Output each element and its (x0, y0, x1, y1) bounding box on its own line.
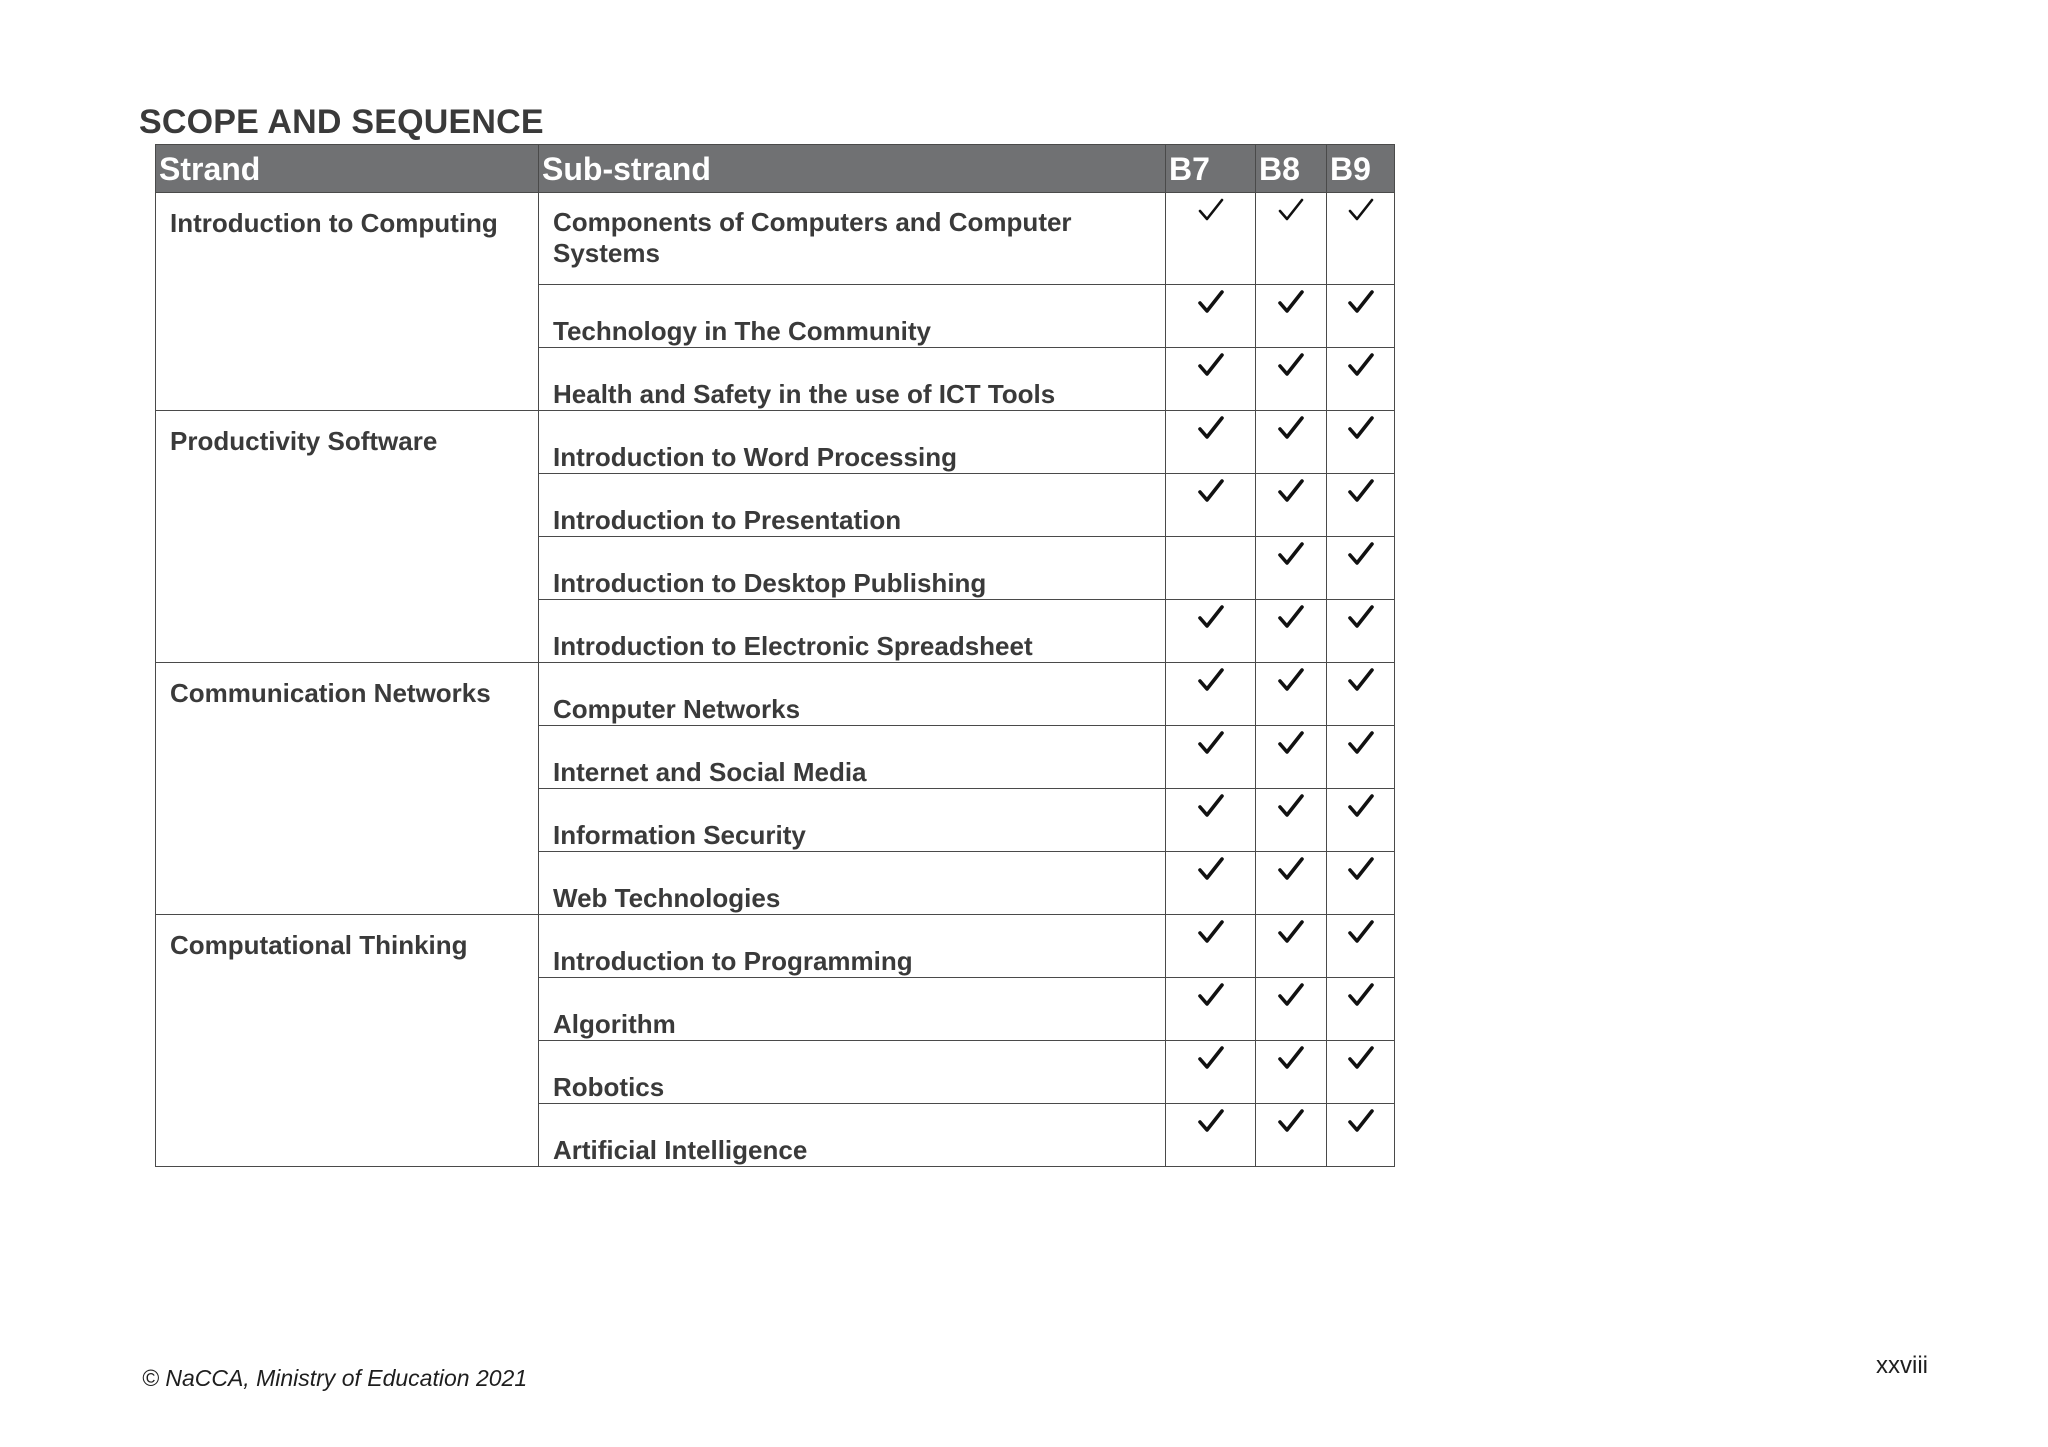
checkmark-icon (1276, 665, 1306, 695)
grade-b7-cell (1166, 600, 1256, 663)
grade-b7-cell (1166, 663, 1256, 726)
sub-strand-cell: Information Security (539, 789, 1166, 852)
grade-b8-cell (1256, 193, 1327, 285)
sub-strand-cell: Internet and Social Media (539, 726, 1166, 789)
checkmark-icon (1346, 980, 1376, 1010)
grade-b9-cell (1327, 978, 1395, 1041)
grade-b8-cell (1256, 915, 1327, 978)
table-body (156, 193, 1395, 1167)
grade-b7-cell (1166, 852, 1256, 915)
checkmark-icon (1346, 1043, 1376, 1073)
checkmark-icon (1276, 350, 1306, 380)
checkmark-icon (1196, 665, 1226, 695)
header-b9: B9 (1327, 145, 1395, 193)
strand-cell: Introduction to Computing (156, 193, 539, 411)
checkmark-icon (1196, 413, 1226, 443)
grade-b7-cell (1166, 411, 1256, 474)
sub-strand-cell: Introduction to Electronic Spreadsheet (539, 600, 1166, 663)
table-row (156, 915, 1395, 978)
grade-b8-cell (1256, 348, 1327, 411)
grade-b9-cell (1327, 285, 1395, 348)
strand-cell: Computational Thinking (156, 915, 539, 1167)
header-sub-strand: Sub-strand (539, 145, 1166, 193)
sub-strand-cell: Computer Networks (539, 663, 1166, 726)
checkmark-icon (1276, 539, 1306, 569)
checkmark-icon (1276, 602, 1306, 632)
grade-b8-cell (1256, 285, 1327, 348)
grade-b9-cell (1327, 348, 1395, 411)
grade-b9-cell (1327, 600, 1395, 663)
checkmark-icon (1196, 854, 1226, 884)
grade-b9-cell (1327, 411, 1395, 474)
checkmark-icon (1276, 854, 1306, 884)
grade-b7-cell (1166, 193, 1256, 285)
checkmark-icon (1196, 195, 1226, 225)
checkmark-icon (1346, 791, 1376, 821)
checkmark-icon (1346, 476, 1376, 506)
checkmark-icon (1346, 854, 1376, 884)
grade-b7-cell (1166, 348, 1256, 411)
header-b7: B7 (1166, 145, 1256, 193)
checkmark-icon (1276, 791, 1306, 821)
table-row (156, 411, 1395, 474)
grade-b8-cell (1256, 789, 1327, 852)
checkmark-icon (1346, 728, 1376, 758)
checkmark-icon (1196, 791, 1226, 821)
checkmark-icon (1346, 602, 1376, 632)
grade-b8-cell (1256, 1041, 1327, 1104)
checkmark-icon (1346, 413, 1376, 443)
sub-strand-cell: Introduction to Presentation (539, 474, 1166, 537)
grade-b7-cell (1166, 537, 1256, 600)
grade-b9-cell (1327, 193, 1395, 285)
checkmark-icon (1196, 287, 1226, 317)
checkmark-icon (1276, 1106, 1306, 1136)
checkmark-icon (1276, 413, 1306, 443)
grade-b9-cell (1327, 789, 1395, 852)
checkmark-icon (1276, 1043, 1306, 1073)
checkmark-icon (1196, 1043, 1226, 1073)
grade-b9-cell (1327, 852, 1395, 915)
checkmark-icon (1196, 1106, 1226, 1136)
page-title: SCOPE AND SEQUENCE (139, 103, 544, 141)
table-header-row (156, 145, 1395, 193)
table-row (156, 663, 1395, 726)
checkmark-icon (1346, 195, 1376, 225)
sub-strand-cell: Web Technologies (539, 852, 1166, 915)
sub-strand-cell: Artificial Intelligence (539, 1104, 1166, 1167)
grade-b9-cell (1327, 1041, 1395, 1104)
checkmark-icon (1276, 476, 1306, 506)
grade-b8-cell (1256, 852, 1327, 915)
sub-strand-cell: Introduction to Word Processing (539, 411, 1166, 474)
grade-b7-cell (1166, 1104, 1256, 1167)
grade-b7-cell (1166, 474, 1256, 537)
grade-b8-cell (1256, 411, 1327, 474)
grade-b7-cell (1166, 726, 1256, 789)
strand-cell: Communication Networks (156, 663, 539, 915)
checkmark-icon (1346, 287, 1376, 317)
header-b8: B8 (1256, 145, 1327, 193)
grade-b8-cell (1256, 1104, 1327, 1167)
grade-b7-cell (1166, 978, 1256, 1041)
checkmark-icon (1346, 1106, 1376, 1136)
checkmark-icon (1196, 917, 1226, 947)
checkmark-icon (1276, 917, 1306, 947)
grade-b7-cell (1166, 1041, 1256, 1104)
grade-b8-cell (1256, 726, 1327, 789)
checkmark-icon (1346, 350, 1376, 380)
sub-strand-cell: Introduction to Programming (539, 915, 1166, 978)
grade-b9-cell (1327, 1104, 1395, 1167)
checkmark-icon (1276, 287, 1306, 317)
checkmark-icon (1196, 602, 1226, 632)
grade-b8-cell (1256, 474, 1327, 537)
sub-strand-cell: Introduction to Desktop Publishing (539, 537, 1166, 600)
grade-b9-cell (1327, 726, 1395, 789)
checkmark-icon (1346, 917, 1376, 947)
grade-b8-cell (1256, 978, 1327, 1041)
checkmark-icon (1346, 665, 1376, 695)
sub-strand-cell: Components of Computers and Computer Systems (539, 193, 1166, 285)
checkmark-icon (1276, 195, 1306, 225)
table-row (156, 193, 1395, 285)
grade-b8-cell (1256, 663, 1327, 726)
header-strand: Strand (156, 145, 539, 193)
scope-sequence-table (155, 144, 1395, 1167)
grade-b9-cell (1327, 915, 1395, 978)
page-number: xxviii (1876, 1352, 1928, 1379)
strand-cell: Productivity Software (156, 411, 539, 663)
grade-b7-cell (1166, 789, 1256, 852)
checkmark-icon (1196, 350, 1226, 380)
grade-b7-cell (1166, 285, 1256, 348)
grade-b7-cell (1166, 915, 1256, 978)
checkmark-icon (1276, 728, 1306, 758)
grade-b9-cell (1327, 537, 1395, 600)
sub-strand-cell: Technology in The Community (539, 285, 1166, 348)
sub-strand-cell: Health and Safety in the use of ICT Tools (539, 348, 1166, 411)
checkmark-icon (1196, 476, 1226, 506)
checkmark-icon (1346, 539, 1376, 569)
grade-b9-cell (1327, 474, 1395, 537)
grade-b8-cell (1256, 537, 1327, 600)
checkmark-icon (1196, 728, 1226, 758)
grade-b8-cell (1256, 600, 1327, 663)
checkmark-icon (1276, 980, 1306, 1010)
sub-strand-cell: Algorithm (539, 978, 1166, 1041)
copyright-notice: © NaCCA, Ministry of Education 2021 (142, 1365, 528, 1391)
sub-strand-cell: Robotics (539, 1041, 1166, 1104)
checkmark-icon (1196, 980, 1226, 1010)
grade-b9-cell (1327, 663, 1395, 726)
